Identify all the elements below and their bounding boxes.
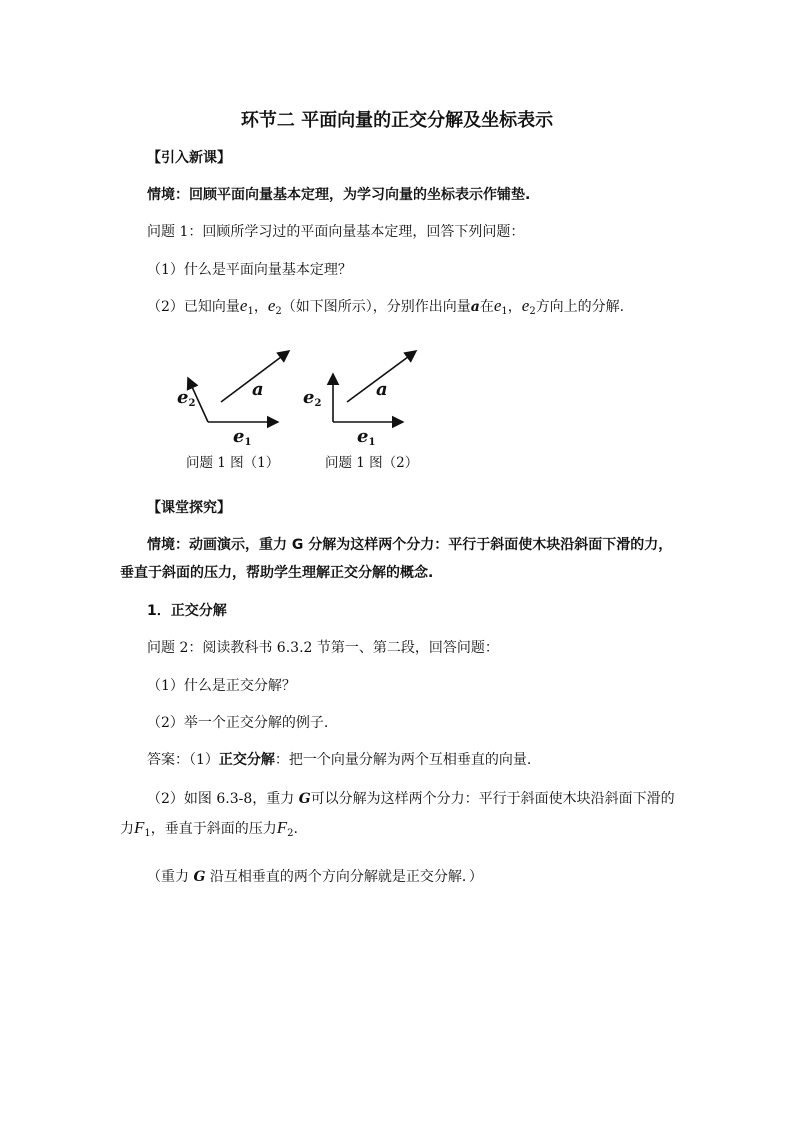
note-text-2: 沿互相垂直的两个方向分解就是正交分解．） — [205, 869, 483, 885]
vector-e2-subscript-2: 2 — [529, 306, 536, 317]
page-title: 环节二 平面向量的正交分解及坐标表示 — [240, 110, 554, 131]
situation-text: 情境：回顾平面向量基本定理，为学习向量的坐标表示作铺垫. — [147, 187, 531, 203]
fig2-caption: 问题 1 图（2） — [325, 455, 419, 471]
vector-e1-subscript-2: 1 — [501, 306, 508, 317]
force-f2-symbol: F — [276, 818, 288, 837]
answer-term: 正交分解 — [218, 752, 275, 768]
fig1-e2-letter: e — [177, 387, 189, 408]
fig1-e1-label — [233, 426, 251, 448]
answer2-text-2: 可以分解为这样两个分力：平行于斜面使木块沿斜面下滑的 — [310, 791, 675, 807]
force-f1-subscript: 1 — [144, 828, 151, 839]
answer-line1 — [147, 749, 531, 769]
fig1-caption: 问题 1 图（1） — [186, 455, 280, 471]
q1-item2-text-2: （如下图所示），分别作出向量 — [281, 299, 471, 315]
q1-item2-text-3: 在 — [479, 299, 494, 315]
question2-intro: 问题 2：阅读教科书 6.3.2 节第一、第二段，回答问题： — [147, 640, 499, 656]
vector-e1-symbol: e — [239, 296, 248, 315]
question1-item2 — [147, 296, 624, 317]
fig1-a-label: a — [252, 379, 264, 400]
note-gravity-symbol: G — [193, 869, 206, 885]
vector-e1-subscript: 1 — [247, 306, 254, 317]
fig2-e1-label — [357, 426, 375, 448]
gravity-symbol: G — [298, 791, 311, 807]
q1-item2-sep-2: ， — [507, 299, 522, 315]
answer-line2 — [147, 788, 675, 808]
fig1-e1-letter: e — [233, 426, 245, 447]
fig2-e1-letter: e — [357, 426, 369, 447]
answer2-text-3: 力 — [120, 821, 134, 837]
question1-item1: （1）什么是平面向量基本定理？ — [147, 262, 352, 278]
vector-e2-subscript: 2 — [275, 306, 282, 317]
fig1-e2-label — [177, 387, 195, 409]
fig1-e1-subscript: 1 — [244, 437, 252, 448]
sub-heading-orthogonal: 1．正交分解 — [147, 603, 227, 619]
section-heading-explore: 【课堂探究】 — [147, 500, 231, 516]
section-heading-intro: 【引入新课】 — [147, 150, 231, 166]
force-f1-symbol: F — [134, 818, 145, 837]
fig2-e1-subscript: 1 — [368, 437, 376, 448]
q1-item2-text-4: 方向上的分解. — [535, 299, 625, 315]
question1-intro: 问题 1：回顾所学习过的平面向量基本定理，回答下列问题： — [147, 224, 525, 240]
situation2-line2: 垂直于斜面的压力，帮助学生理解正交分解的概念. — [120, 565, 434, 581]
note-text-1: （重力 — [147, 869, 194, 885]
answer2-text-1: （2）如图 6.3-8，重力 — [147, 791, 299, 807]
vector-e1-symbol-2: e — [493, 296, 502, 315]
vector-a-symbol: a — [470, 299, 480, 315]
answer-prefix: 答案：（1） — [147, 752, 219, 768]
vector-e2-symbol-2: e — [521, 296, 530, 315]
vector-e2-symbol: e — [267, 296, 276, 315]
fig2-e2-letter: e — [303, 387, 315, 408]
fig2-e2-subscript: 2 — [314, 398, 322, 409]
answer2-text-4: ，垂直于斜面的压力 — [150, 821, 277, 837]
fig2-a-label: a — [376, 379, 388, 400]
question2-item1: （1）什么是正交分解？ — [147, 678, 296, 694]
q1-item2-text-1: （2）已知向量 — [147, 299, 240, 315]
question2-item2: （2）举一个正交分解的例子. — [147, 715, 329, 731]
q1-item2-sep-1: ， — [253, 299, 268, 315]
note-line — [147, 866, 483, 886]
situation2-line1: 情境：动画演示，重力 G 分解为这样两个分力：平行于斜面使木块沿斜面下滑的力， — [147, 537, 673, 553]
fig2-e2-label — [303, 387, 321, 409]
answer2-text-5: . — [293, 821, 298, 837]
fig1-e2-subscript: 2 — [188, 398, 196, 409]
answer-line3 — [120, 818, 298, 839]
answer-text: ：把一个向量分解为两个互相垂直的向量. — [274, 752, 532, 768]
force-f2-subscript: 2 — [287, 828, 294, 839]
